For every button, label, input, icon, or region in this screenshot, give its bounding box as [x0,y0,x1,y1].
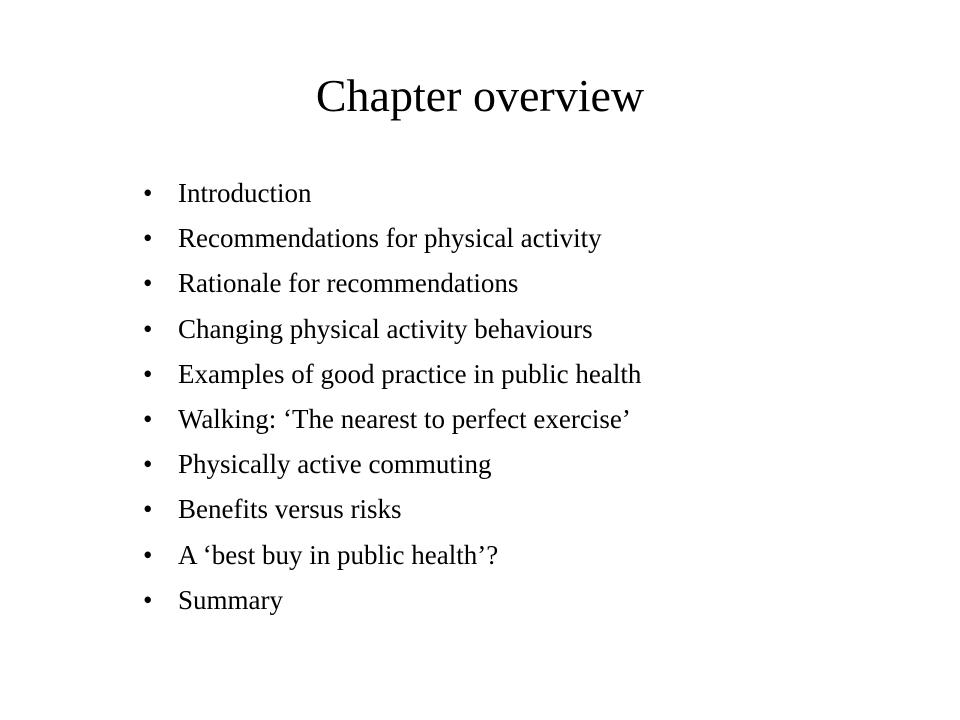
bullet-text: Recommendations for physical activity [178,223,602,254]
bullet-text: Examples of good practice in public health [178,358,642,389]
bullet-icon: • [143,494,153,525]
bullet-text: Rationale for recommendations [178,268,519,299]
bullet-text: Walking: ‘The nearest to perfect exercise’ [178,403,631,434]
bullet-icon: • [143,313,153,344]
bullet-text: Benefits versus risks [178,494,402,525]
bullet-icon: • [143,178,153,208]
bullet-icon: • [143,223,153,254]
bullet-icon: • [143,268,153,299]
bullet-text: Summary [178,584,283,615]
slide-title: Chapter overview [315,70,645,121]
bullet-text: A ‘best buy in public health’? [178,539,499,570]
bullet-icon: • [143,584,153,615]
bullet-icon: • [143,539,153,570]
bullet-text: Physically active commuting [178,449,492,480]
bullet-text: Introduction [178,178,312,208]
bullet-icon: • [143,358,153,389]
bullet-text: Changing physical activity behaviours [178,313,593,344]
bullet-icon: • [143,403,153,434]
bullet-icon: • [143,449,153,480]
